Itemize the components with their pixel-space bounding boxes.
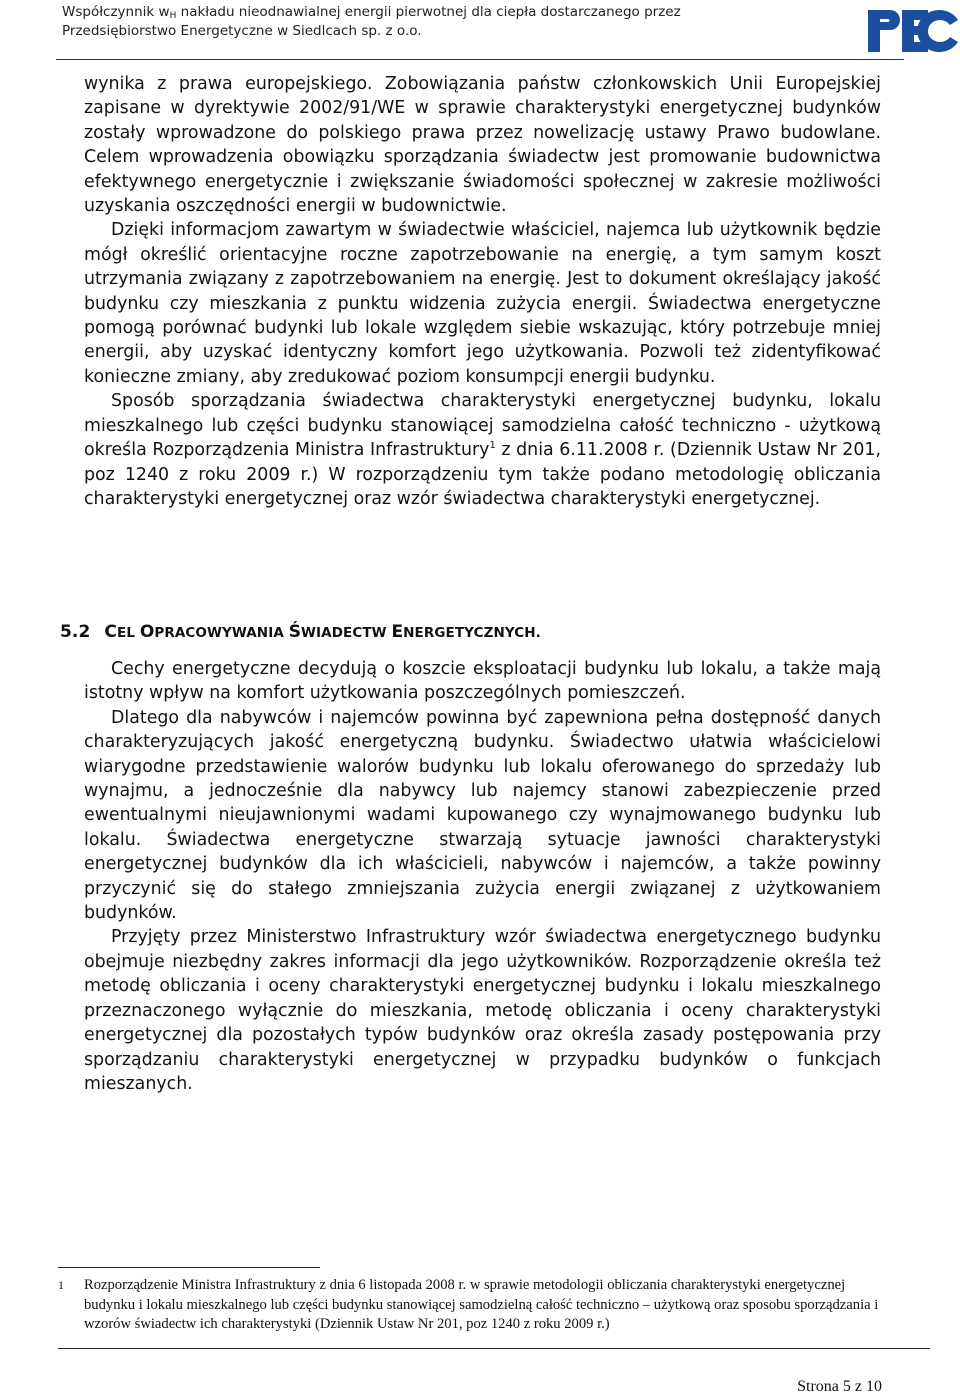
paragraph: Dlatego dla nabywców i najemców powinna być zapewniona pełna dostępność danych charakteryzujących jakość energetyczną budynku. Świadectwo ułatwia właścicielowi wiarygodne przedstawienie walorów budynku lub lokalu oferowanego do sprzedaży lub wynajmu, a jednocześnie dla nabywcy lub najemcy stanowi zabezpieczenie przed ewentualnymi nieujawnionymi wadami kupowanego czy wynajmowanego budynku lub lokalu. Świadectwa energetyczne stwarzają sytuacje jawności charakterystyki energetycznej budynków dla ich właścicieli, nabywców i najemców, a także powinny przyczynić się do stałego zmniejszania zużycia energii związanej z użytkowaniem budynków. (84, 707, 881, 924)
header-title-line2: Przedsiębiorstwo Energetyczne w Siedlcach sp. z o.o. (62, 23, 422, 39)
footnote-divider (58, 1267, 320, 1268)
paragraph: Cechy energetyczne decydują o koszcie eksploatacji budynku lub lokalu, a także mają istotny wpływ na komfort użytkowania poszczególnych pomieszczeń. (84, 659, 881, 704)
body-section-bottom (84, 657, 881, 1096)
paragraph: Dzięki informacjom zawartym w świadectwie właściciel, najemca lub użytkownik będzie mógł określić orientacyjne roczne zapotrzebowanie na energię, a tym samym koszt utrzymania związany z zapotrzebowaniem na energię. Jest to dokument określający jakość budynku czy mieszkania z punktu widzenia zużycia energii. Świadectwa energetyczne pomogą porównać budynki lub lokale względem siebie wskazując, który potrzebuje mniej energii, aby uzyskać identyczny komfort jego użytkowania. Pozwoli też zidentyfikować konieczne zmiany, aby zredukować poziom konsumpcji energii budynku. (84, 220, 881, 387)
footnote-text: Rozporządzenie Ministra Infrastruktury z dnia 6 listopada 2008 r. w sprawie metodologii obliczania charakterystyki energetycznej budynku i lokalu mieszkalnego lub części budynku stanowiącej samodzielną całość techniczno – użytkową oraz sposobu sporządzania i wzorów świadectw ich charakterystyki (Dziennik Ustaw Nr 201, poz 1240 z roku 2009 r.) (84, 1277, 879, 1332)
body-section-top (84, 72, 881, 511)
paragraph: wynika z prawa europejskiego. Zobowiązania państw członkowskich Unii Europejskiej zapisane w dyrektywie 2002/91/WE w sprawie charakterystyki energetycznej budynków zostały wprowadzone do polskiego prawa przez nowelizację ustawy Prawo budowlane. Celem wprowadzenia obowiązku sporządzania świadectw jest promowanie budownictwa efektywnego energetycznie i zwiększanie świadomości społecznej w zakresie możliwości uzyskania oszczędności energii w budownictwie. (84, 74, 881, 217)
footnote (58, 1276, 888, 1335)
pec-logo (866, 4, 958, 56)
svg-text:PEC: PEC (866, 4, 868, 5)
footnote-reference[interactable]: 1 (489, 440, 496, 452)
header-divider (56, 59, 904, 60)
section-number: 5.2 (60, 622, 91, 642)
header-title-line1: Współczynnik $w_H$ nakładu nieodnawialnej energii pierwotnej dla ciepła dostarczanego przez (62, 4, 681, 21)
page-header (0, 0, 960, 60)
footer-divider (58, 1348, 930, 1349)
footnote-number: 1 (58, 1278, 64, 1292)
paragraph: Sposób sporządzania świadectwa charakterystyki energetycznej budynku, lokalu mieszkalnego lub części budynku stanowiącej samodzielna całość techniczno - użytkową określa Rozporządzenia Ministra Infrastruktury$^1$ z dnia 6.11.2008 r. (Dziennik Ustaw Nr 201, poz 1240 z roku 2009 r.) W rozporządzeniu tym także podano metodologię obliczania charakterystyki energetycznej oraz wzór świadectwa charakterystyki energetycznej. (84, 391, 881, 509)
section-heading: 5.2 CEL OPRACOWYWANIA ŚWIADECTW ENERGETYCZNYCH. (60, 622, 541, 642)
page-number: Strona 5 z 10 (797, 1378, 882, 1395)
paragraph: Przyjęty przez Ministerstwo Infrastruktury wzór świadectwa energetycznego budynku obejmuje niezbędny zakres informacji dla jego użytkowników. Rozporządzenie określa też metodę obliczania i oceny charakterystyki energetycznej budynku i lokalu mieszkalnego przeznaczonego wyłącznie do mieszkania, metodę obliczania i oceny charakterystyki energetycznej dla pozostałych typów budynków oraz określa zasady postępowania przy sporządzaniu charakterystyki energetycznej w przypadku budynków o funkcjach mieszanych. (84, 927, 881, 1094)
pec-logo-icon (866, 4, 958, 56)
